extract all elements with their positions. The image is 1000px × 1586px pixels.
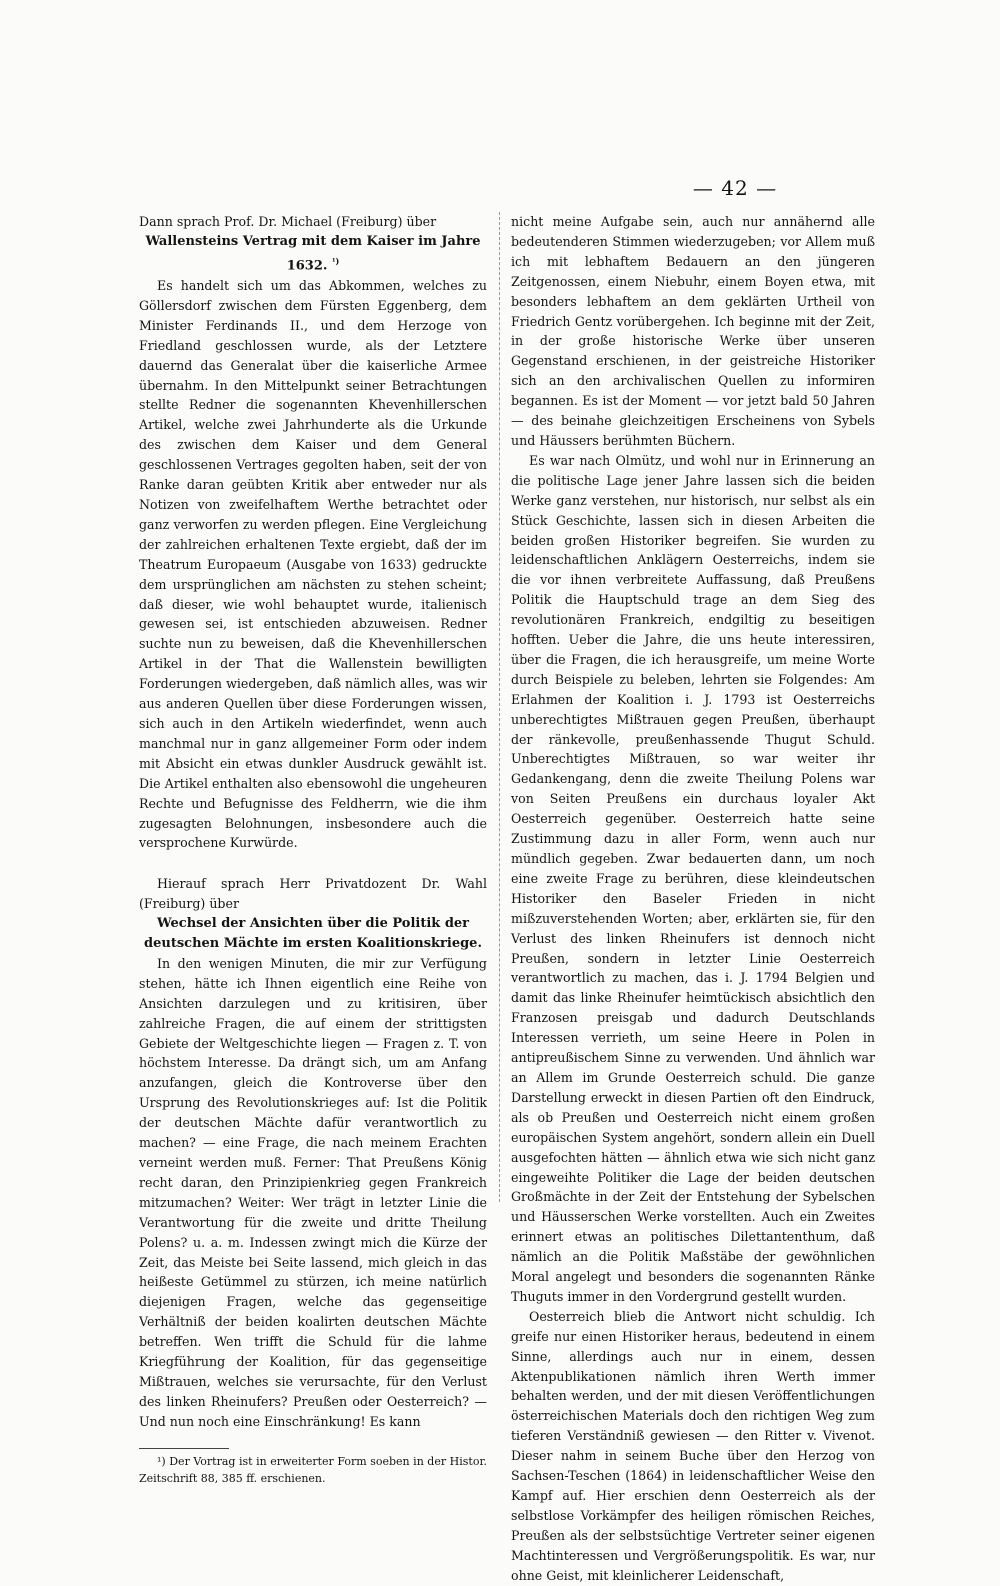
lecture-title-koalition: Wechsel der Ansichten über die Politik der deutschen Mächte im ersten Koalitionskriege. <box>144 916 482 952</box>
lecture-intro-wahl: Hierauf sprach Herr Privatdozent Dr. Wahl (Freiburg) über <box>139 876 487 912</box>
lecture-title-wallenstein-text: Wallensteins Vertrag mit dem Kaiser im Jahre 1632. <box>145 233 481 274</box>
footnote-divider <box>139 1448 229 1449</box>
column-divider <box>499 212 500 1202</box>
paragraph-wallenstein: Es handelt sich um das Abkommen, welches zu Göllersdorf zwischen dem Fürsten Eggenberg, dem Minister Ferdinands II., und dem Herzoge von Friedland geschlossen wurde, als der Letztere dauernd das Generalat über die kaiserliche Armee übernahm. In den Mittelpunkt seiner Betrachtungen stellte Redner die sogenannten Khevenhillerschen Artikel, welche zwei Jahrhunderte als die Urkunde des zwischen dem Kaiser und dem General geschlossenen Vertrages gegolten haben, seit der von Ranke daran geübten Kritik aber entweder nur als Notizen von zweifelhaftem Werthe betrachtet oder ganz verworfen zu werden pflegen. Eine Vergleichung der zahlreichen erhaltenen Texte ergiebt, daß der im Theatrum Europaeum (Ausgabe von 1633) gedruckte dem ursprünglichen am nächsten zu stehen scheint; daß dieser, wie wohl behauptet wurde, italienisch gewesen sei, ist entschieden abzuweisen. Redner suchte nun zu beweisen, daß die Khevenhillerschen Artikel in der That die Wallenstein bewilligten Forderungen wiedergeben, daß nämlich alles, was wir aus anderen Quellen über diese Forderungen wissen, sich auch in den Artikeln wiederfindet, wenn auch manchmal nur in ganz allgemeiner Form oder indem mit Absicht ein etwas dunkler Ausdruck gewählt ist. Die Artikel enthalten also ebensowohl die ungeheuren Rechte und Befugnisse des Feldherrn, wie die ihm zugesagten Belohnungen, insbesondere auch die versprochene Kurwürde. <box>139 278 487 851</box>
lecture-intro-michael: Dann sprach Prof. Dr. Michael (Freiburg) über <box>139 214 437 229</box>
lecture-title-wallenstein <box>139 232 487 276</box>
footnote-marker: ¹) <box>331 255 340 266</box>
page-number <box>0 176 1000 200</box>
footnote: ¹) Der Vortrag ist in erweiterter Form soeben in der Histor. Zeitschrift 88, 385 ff. erschienen. <box>139 1454 487 1485</box>
page-number-text: — 42 — <box>692 176 778 200</box>
right-column <box>511 212 875 1586</box>
paragraph-right-1: nicht meine Aufgabe sein, auch nur annähernd alle bedeutenderen Stimmen wiederzugeben; vor Allem muß ich mit lebhaftem Bedauern an den jüngeren Zeitgenossen, einem Niebuhr, einem Boyen etwa, mit besonders lebhaftem an dem geklärten Urtheil von Friedrich Gentz vorübergehen. Ich beginne mit der Zeit, in der große historische Werke über unseren Gegenstand erschienen, in der geistreiche Historiker sich an den archivalischen Quellen zu informiren begannen. Es ist der Moment — vor jetzt bald 50 Jahren — des beinahe gleichzeitigen Erscheinens von Sybels und Häussers berühmten Büchern. <box>511 214 875 448</box>
paragraph-right-3: Oesterreich blieb die Antwort nicht schuldig. Ich greife nur einen Historiker heraus, bedeutend in einem Sinne, allerdings auch nur in einem, dessen Aktenpublikationen nämlich ihren Werth immer behalten werden, und der mit diesen Veröffentlichungen österreichischen Materials doch den richtigen Weg zum tieferen Verständniß gewiesen — den Ritter v. Vivenot. Dieser nahm in seinem Buche über den Herzog von Sachsen-Teschen (1864) in leidenschaftlicher Weise den Kampf auf. Hier erschien denn Oesterreich als der selbstlose Vorkämpfer des heiligen römischen Reiches, Preußen als der selbstsüchtige Vertreter seiner eigenen Machtinteressen und Vergrößerungspolitik. Es war, nur ohne Geist, mit kleinlicherer Leidenschaft, <box>511 1308 875 1583</box>
left-column <box>139 212 487 1487</box>
paragraph-wahl-opening: In den wenigen Minuten, die mir zur Verfügung stehen, hätte ich Ihnen eigentlich eine Reihe von Ansichten darzulegen und zu kritisiren, über zahlreiche Fragen, die auf einem der strittigsten Gebiete der Weltgeschichte liegen — Fragen z. T. von höchstem Interesse. Da drängt sich, um am Anfang anzufangen, gleich die Kontroverse über den Ursprung des Revolutionskrieges auf: Ist die Politik der deutschen Mächte dafür verantwortlich zu machen? — eine Frage, die nach meinem Erachten verneint werden muß. Ferner: That Preußens König recht daran, den Prinzipienkrieg gegen Frankreich mitzumachen? Weiter: Wer trägt in letzter Linie die Verantwortung für die zweite und dritte Theilung Polens? u. a. m. Indessen zwingt mich die Kürze der Zeit, das Meiste bei Seite lassend, mich gleich in das heißeste Getümmel zu stürzen, ich meine natürlich diejenigen Fragen, welche das gegenseitige Verhältniß der beiden koalirten deutschen Mächte betreffen. Wen trifft die Schuld für die lahme Kriegführung der Koalition, für das gegenseitige Mißtrauen, welches sie verursachte, für den Verlust des linken Rheinufers? Preußen oder Oesterreich? — Und nun noch eine Einschränkung! Es kann <box>139 955 487 1429</box>
section-gap <box>139 853 487 874</box>
paragraph-right-2: Es war nach Olmütz, und wohl nur in Erinnerung an die politische Lage jener Jahre lassen sich die beiden Werke ganz verstehen, nur historisch, nur selbst als ein Stück Geschichte, lassen sich in diesen Arbeiten die beiden großen Historiker begreifen. Sie wurden zu leidenschaftlichen Anklägern Oesterreichs, indem sie die vor ihnen verbreitete Auffassung, daß Preußens Politik die Hauptschuld trage an dem Sieg des revolutionären Frankreich, endgiltig zu beseitigen hofften. Ueber die Jahre, die uns heute interessiren, über die Fragen, die ich herausgreife, um meine Worte durch Beispiele zu beleben, lehrten sie Folgendes: Am Erlahmen der Koalition i. J. 1793 ist Oesterreichs unberechtigtes Mißtrauen gegen Preußen, überhaupt der ränkevolle, preußenhassende Thugut Schuld. Unberechtigtes Mißtrauen, so war weiter ihr Gedankengang, denn die zweite Theilung Polens war von Seiten Preußens ein durchaus loyaler Akt Oesterreich gegenüber. Oesterreich hatte seine Zustimmung dazu in aller Form, wenn auch nur mündlich gegeben. Zwar bedauerten dann, um noch eine zweite Frage zu berühren, diese kleindeutschen Historiker den Baseler Frieden in nicht mißzuverstehenden Worten; aber, erklärten sie, für den Verlust des linken Rheinufers ist dennoch nicht Preußen, sondern in letzter Linie Oesterreich verantwortlich zu machen, das i. J. 1794 Belgien und damit das linke Rheinufer heimtückisch absichtlich den Franzosen preisgab und dadurch Deutschlands Interessen verrieth, um seine Heere in Polen in antipreußischem Sinne zu verwenden. Und ähnlich war an Allem im Grunde Oesterreich schuld. Die ganze Darstellung erweckt in diesen Partien oft den Eindruck, als ob Preußen und Oesterreich nicht einem großen europäischen System angehört, sondern allein ein Duell ausgefochten hätten — ähnlich etwa wie sich nicht ganz eingeweihte Politiker die Lage der beiden deutschen Großmächte in der Zeit der Entstehung der Sybelschen und Häusserschen Werke vorstellten. Auch ein Zweites erinnert etwas an politisches Dilettantenthum, daß nämlich an die Politik Maßstäbe der gewöhnlichen Moral angelegt und besonders die sogenannten Ränke Thuguts immer in den Vordergrund gestellt wurden. <box>511 452 875 1304</box>
